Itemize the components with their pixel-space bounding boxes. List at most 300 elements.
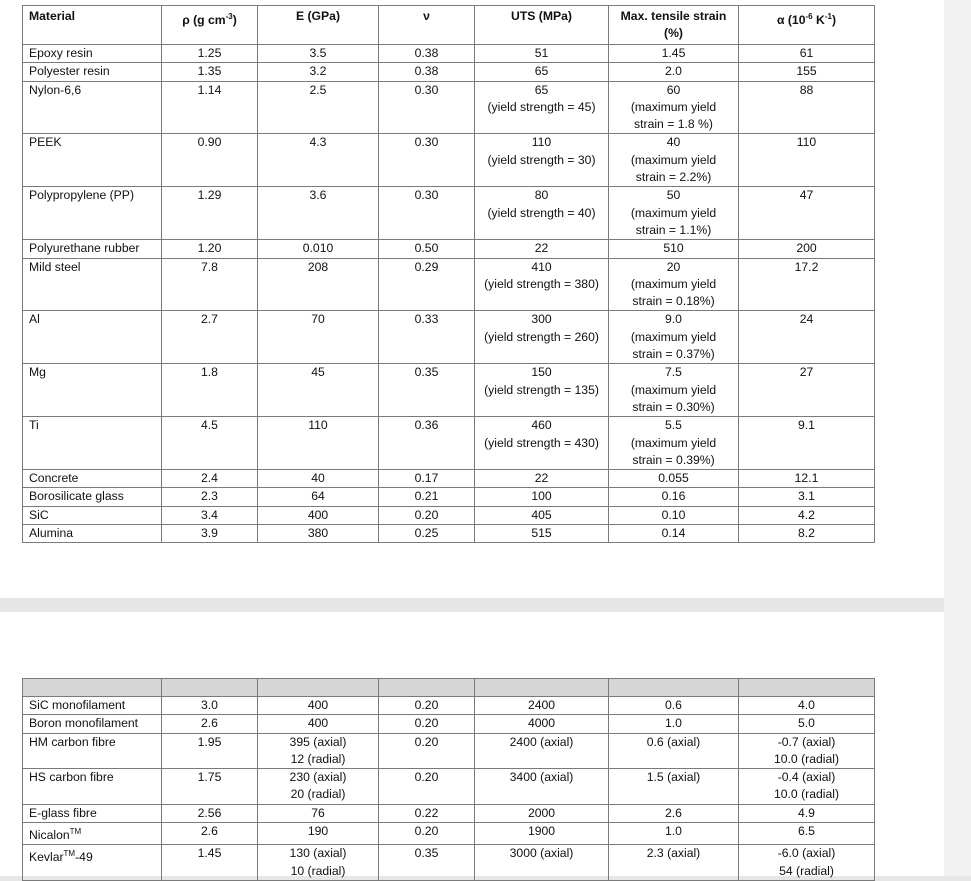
cell-uts-value: 3000 (axial)	[509, 846, 574, 861]
cell-strain	[609, 697, 739, 715]
cell-poisson-value: 0.30	[414, 188, 439, 203]
cell-material	[23, 311, 162, 364]
cell-modulus	[258, 804, 379, 822]
cell-alpha	[739, 488, 875, 506]
cell-poisson-value: 0.20	[414, 734, 439, 749]
cell-density-value: 1.45	[197, 846, 222, 861]
cell-uts-value: 100	[531, 489, 552, 504]
header-alpha: α ($10^{-6}$ $K^{-1}$)	[739, 6, 875, 45]
cell-modulus	[258, 258, 379, 311]
cell-modulus	[258, 187, 379, 240]
cell-uts-value: 4000	[527, 716, 556, 731]
material-name: Boron monofilament	[29, 716, 139, 731]
material-name: Polyurethane rubber	[29, 241, 140, 256]
cell-density-value: 1.25	[197, 46, 222, 60]
cell-material	[23, 845, 162, 881]
table-row	[23, 733, 875, 769]
materials-properties-table	[22, 5, 875, 543]
cell-modulus-note: 20 (radial)	[290, 787, 346, 802]
cell-alpha-value: 4.2	[798, 507, 815, 522]
cell-uts	[475, 697, 609, 715]
cell-alpha-value: -6.0 (axial)	[777, 846, 836, 861]
cell-poisson-value: 0.30	[414, 82, 439, 97]
trademark-sup: TM	[69, 827, 82, 837]
material-name: SiC monofilament	[29, 698, 126, 712]
cell-uts	[475, 470, 609, 488]
cell-modulus	[258, 525, 379, 543]
cell-density-value: 3.4	[201, 507, 218, 522]
header-bar-cell	[258, 679, 379, 697]
material-name: HS carbon fibre	[29, 770, 114, 785]
cell-modulus-value: 400	[307, 507, 329, 522]
cell-modulus-value: 3.6	[309, 188, 327, 203]
cell-strain-note: strain = 0.30%)	[632, 399, 715, 414]
cell-uts	[475, 45, 609, 63]
cell-density	[162, 364, 258, 417]
material-name: Mg	[29, 365, 46, 380]
cell-poisson	[379, 733, 475, 769]
cell-density-value: 2.4	[201, 471, 218, 486]
cell-strain-value: 40	[666, 135, 681, 150]
material-name: Polyester resin	[29, 64, 110, 79]
cell-poisson	[379, 134, 475, 187]
cell-alpha-value: 47	[799, 188, 814, 203]
material-name: Nylon-6,6	[29, 82, 82, 97]
cell-strain-note: (maximum yield	[630, 276, 717, 291]
cell-strain-value: 1.0	[665, 716, 682, 731]
cell-poisson-value: 0.20	[414, 716, 439, 731]
cell-modulus	[258, 715, 379, 733]
cell-alpha-value: 3.1	[798, 489, 815, 504]
table-row	[23, 258, 875, 311]
cell-density	[162, 506, 258, 524]
cell-material	[23, 63, 162, 81]
header-bar-cell	[23, 679, 162, 697]
cell-density	[162, 134, 258, 187]
cell-strain-value: 510	[663, 241, 684, 256]
cell-uts-note: (yield strength = 430)	[484, 435, 599, 450]
material-name: Epoxy resin	[29, 46, 93, 60]
cell-uts-value: 51	[534, 46, 549, 60]
cell-poisson-value: 0.20	[414, 698, 439, 712]
cell-material	[23, 506, 162, 524]
cell-material	[23, 697, 162, 715]
cell-modulus-value: 130 (axial)	[289, 846, 347, 861]
material-name: E-glass fibre	[29, 805, 97, 820]
header-density: ρ (g $cm^{-3}$)	[162, 6, 258, 45]
cell-strain-value: 9.0	[665, 312, 682, 327]
cell-density	[162, 470, 258, 488]
cell-uts-note: (yield strength = 40)	[487, 205, 596, 220]
header-bar-cell	[379, 679, 475, 697]
cell-uts	[475, 417, 609, 470]
cell-uts-value: 515	[531, 526, 552, 541]
cell-strain	[609, 525, 739, 543]
cell-material	[23, 733, 162, 769]
cell-density-value: 1.75	[197, 770, 222, 785]
table-row	[23, 417, 875, 470]
cell-modulus	[258, 134, 379, 187]
cell-alpha	[739, 417, 875, 470]
cell-poisson-value: 0.38	[414, 46, 439, 60]
cell-density	[162, 240, 258, 258]
table-row	[23, 45, 875, 63]
cell-material	[23, 45, 162, 63]
cell-uts	[475, 134, 609, 187]
cell-poisson	[379, 63, 475, 81]
cell-strain-note: strain = 1.1%)	[635, 222, 712, 237]
cell-strain-value: 2.3 (axial)	[646, 846, 701, 861]
material-name: Ti	[29, 418, 39, 433]
cell-density	[162, 769, 258, 805]
cell-strain-value: 0.6 (axial)	[646, 734, 701, 749]
cell-alpha-value: 200	[796, 241, 817, 256]
fibres-properties-table	[22, 678, 875, 881]
cell-strain	[609, 733, 739, 769]
cell-poisson	[379, 845, 475, 881]
cell-density-value: 3.9	[201, 526, 218, 541]
header-strain: Max. tensile strain (%)	[609, 6, 739, 45]
cell-uts-value: 3400 (axial)	[509, 770, 574, 785]
cell-strain-value: 1.5 (axial)	[646, 770, 701, 785]
cell-strain	[609, 311, 739, 364]
cell-modulus	[258, 45, 379, 63]
cell-strain-note: strain = 0.18%)	[632, 294, 715, 309]
cell-alpha	[739, 364, 875, 417]
cell-uts-value: 22	[534, 471, 549, 486]
cell-alpha-note: 10.0 (radial)	[773, 751, 840, 766]
cell-density	[162, 823, 258, 845]
cell-material	[23, 364, 162, 417]
table-row	[23, 187, 875, 240]
cell-uts-value: 1900	[527, 824, 556, 839]
cell-alpha	[739, 769, 875, 805]
cell-uts-value: 65	[534, 82, 549, 97]
cell-material	[23, 804, 162, 822]
cell-strain	[609, 488, 739, 506]
cell-alpha	[739, 470, 875, 488]
cell-uts-value: 405	[531, 507, 552, 522]
cell-strain-value: 0.6	[665, 698, 682, 712]
cell-alpha-note: 54 (radial)	[779, 863, 834, 878]
cell-density-value: 2.56	[197, 805, 222, 820]
cell-alpha-value: 9.1	[798, 418, 815, 433]
cell-strain	[609, 845, 739, 881]
cell-modulus	[258, 488, 379, 506]
cell-material	[23, 134, 162, 187]
viewer-background	[944, 0, 971, 876]
cell-alpha-value: 4.0	[798, 698, 815, 712]
cell-strain	[609, 506, 739, 524]
cell-uts	[475, 258, 609, 311]
cell-alpha	[739, 63, 875, 81]
cell-uts-value: 2400 (axial)	[509, 734, 574, 749]
cell-strain-note: (maximum yield	[630, 382, 717, 397]
cell-uts-value: 410	[531, 259, 552, 274]
header-bar-cell	[739, 679, 875, 697]
cell-modulus-value: 380	[307, 526, 329, 541]
cell-modulus-value: 40	[311, 471, 325, 486]
cell-modulus	[258, 364, 379, 417]
cell-modulus-value: 190	[307, 824, 329, 839]
cell-alpha-value: 17.2	[794, 259, 819, 274]
cell-alpha	[739, 804, 875, 822]
cell-strain	[609, 45, 739, 63]
cell-material	[23, 470, 162, 488]
header-poisson: ν	[379, 6, 475, 45]
cell-density	[162, 733, 258, 769]
cell-strain-note: (maximum yield	[630, 205, 717, 220]
cell-strain-value: 2.0	[665, 64, 682, 79]
cell-density-value: 1.95	[197, 734, 222, 749]
header-bar-cell	[609, 679, 739, 697]
cell-density-value: 0.90	[197, 135, 222, 150]
cell-strain	[609, 769, 739, 805]
cell-strain-value: 50	[666, 188, 681, 203]
header-modulus: E (GPa)	[258, 6, 379, 45]
cell-alpha	[739, 187, 875, 240]
table-row	[23, 823, 875, 845]
cell-modulus-value: 400	[307, 698, 329, 712]
cell-modulus	[258, 81, 379, 134]
cell-strain-note: (maximum yield	[630, 435, 717, 450]
material-name: Al	[29, 312, 40, 327]
cell-poisson-value: 0.38	[414, 64, 439, 79]
cell-poisson-value: 0.22	[414, 805, 439, 820]
cell-uts-value: 65	[534, 64, 549, 79]
cell-strain-value: 7.5	[665, 365, 682, 380]
material-name: PEEK	[29, 135, 62, 150]
cell-density-value: 4.5	[201, 418, 218, 433]
cell-alpha-value: 6.5	[798, 824, 815, 839]
cell-poisson	[379, 364, 475, 417]
cell-strain-note: (maximum yield	[630, 152, 717, 167]
cell-density	[162, 258, 258, 311]
cell-strain-note: strain = 1.8 %)	[634, 117, 713, 132]
cell-density-value: 2.6	[201, 824, 218, 839]
cell-poisson	[379, 488, 475, 506]
cell-poisson-value: 0.20	[414, 507, 439, 522]
header-uts: UTS (MPa)	[475, 6, 609, 45]
material-name: SiC	[29, 507, 49, 522]
cell-alpha-value: 61	[799, 46, 814, 60]
cell-poisson-value: 0.20	[414, 824, 439, 839]
cell-density-value: 3.0	[201, 698, 218, 712]
cell-poisson-value: 0.36	[414, 418, 439, 433]
table-row	[23, 81, 875, 134]
table-row	[23, 804, 875, 822]
material-name: Polypropylene (PP)	[29, 188, 134, 203]
cell-strain	[609, 258, 739, 311]
cell-poisson-value: 0.50	[414, 241, 439, 256]
cell-alpha	[739, 697, 875, 715]
cell-modulus	[258, 470, 379, 488]
cell-poisson	[379, 769, 475, 805]
cell-material	[23, 81, 162, 134]
material-name: Kevlar	[29, 850, 64, 865]
cell-strain-value: 0.14	[661, 526, 686, 541]
cell-material	[23, 715, 162, 733]
table-row	[23, 488, 875, 506]
cell-modulus-note: 10 (radial)	[290, 863, 346, 878]
cell-poisson	[379, 417, 475, 470]
cell-alpha	[739, 823, 875, 845]
cell-density-value: 1.29	[197, 188, 222, 203]
cell-modulus-value: 2.5	[309, 82, 327, 97]
cell-poisson	[379, 81, 475, 134]
material-name: Borosilicate glass	[29, 489, 124, 504]
cell-strain	[609, 823, 739, 845]
cell-uts	[475, 364, 609, 417]
cell-poisson-value: 0.21	[414, 489, 439, 504]
cell-uts	[475, 715, 609, 733]
cell-density	[162, 697, 258, 715]
cell-density	[162, 417, 258, 470]
cell-poisson	[379, 45, 475, 63]
cell-strain-value: 0.10	[661, 507, 686, 522]
cell-modulus	[258, 506, 379, 524]
cell-modulus-value: 400	[307, 716, 329, 731]
cell-uts-value: 80	[534, 188, 549, 203]
cell-uts-value: 110	[531, 135, 552, 150]
cell-material	[23, 258, 162, 311]
cell-strain-value: 60	[666, 82, 681, 97]
cell-density	[162, 845, 258, 881]
cell-modulus	[258, 240, 379, 258]
cell-alpha-value: -0.4 (axial)	[777, 770, 836, 785]
cell-modulus-value: 110	[308, 418, 328, 433]
cell-material	[23, 488, 162, 506]
cell-alpha	[739, 311, 875, 364]
cell-strain	[609, 470, 739, 488]
cell-alpha	[739, 240, 875, 258]
cell-poisson-value: 0.33	[414, 312, 439, 327]
cell-uts-value: 22	[534, 241, 549, 256]
table-header-row	[23, 6, 875, 45]
cell-uts-value: 2000	[527, 805, 556, 820]
cell-alpha	[739, 258, 875, 311]
cell-strain	[609, 715, 739, 733]
cell-density-value: 2.3	[201, 489, 218, 504]
cell-alpha-value: 155	[796, 64, 817, 79]
cell-modulus-value: 395 (axial)	[289, 734, 347, 749]
cell-strain-value: 5.5	[665, 418, 682, 433]
cell-modulus	[258, 733, 379, 769]
cell-density-value: 1.14	[197, 82, 222, 97]
cell-strain-note: strain = 0.37%)	[632, 347, 715, 362]
cell-alpha	[739, 506, 875, 524]
cell-strain-value: 1.45	[661, 46, 686, 60]
cell-alpha-value: 5.0	[798, 716, 815, 731]
cell-alpha-value: 27	[799, 365, 814, 380]
cell-poisson	[379, 823, 475, 845]
cell-uts	[475, 733, 609, 769]
cell-strain-value: 2.6	[665, 805, 682, 820]
cell-uts-note: (yield strength = 30)	[487, 152, 596, 167]
cell-density	[162, 804, 258, 822]
cell-alpha	[739, 715, 875, 733]
cell-modulus	[258, 769, 379, 805]
cell-strain	[609, 240, 739, 258]
cell-poisson	[379, 240, 475, 258]
cell-density	[162, 63, 258, 81]
cell-uts	[475, 488, 609, 506]
cell-density-value: 1.8	[201, 365, 218, 380]
table-row	[23, 715, 875, 733]
cell-alpha	[739, 525, 875, 543]
cell-uts	[475, 81, 609, 134]
cell-alpha-value: 88	[799, 82, 814, 97]
cell-uts-value: 2400	[527, 698, 556, 712]
table-row	[23, 240, 875, 258]
cell-uts-value: 300	[531, 312, 552, 327]
cell-uts	[475, 311, 609, 364]
cell-poisson	[379, 187, 475, 240]
cell-modulus-value: 4.3	[309, 135, 327, 150]
header-material: Material	[23, 6, 162, 45]
cell-poisson-value: 0.29	[414, 259, 439, 274]
cell-modulus	[258, 823, 379, 845]
cell-uts	[475, 804, 609, 822]
cell-density	[162, 45, 258, 63]
cell-strain-value: 0.055	[658, 471, 689, 486]
cell-strain	[609, 63, 739, 81]
cell-density-value: 2.7	[201, 312, 218, 327]
table-row	[23, 697, 875, 715]
cell-modulus-value: 70	[311, 312, 325, 327]
cell-uts	[475, 823, 609, 845]
cell-modulus-value: 64	[311, 489, 325, 504]
table-row	[23, 525, 875, 543]
table-row	[23, 845, 875, 881]
table-row	[23, 311, 875, 364]
table-row	[23, 364, 875, 417]
cell-modulus	[258, 311, 379, 364]
material-name: Concrete	[29, 471, 79, 486]
cell-strain-note: (maximum yield	[630, 99, 717, 114]
cell-strain-note: (maximum yield	[630, 329, 717, 344]
cell-material	[23, 240, 162, 258]
cell-material	[23, 769, 162, 805]
material-name: Mild steel	[29, 259, 81, 274]
cell-material	[23, 187, 162, 240]
cell-poisson	[379, 715, 475, 733]
cell-modulus	[258, 417, 379, 470]
cell-poisson	[379, 506, 475, 524]
cell-strain-note: strain = 0.39%)	[632, 452, 715, 467]
cell-alpha-value: 8.2	[798, 526, 815, 541]
cell-alpha	[739, 845, 875, 881]
cell-alpha-value: 12.1	[794, 471, 819, 486]
cell-material	[23, 417, 162, 470]
cell-density-value: 1.35	[197, 64, 222, 79]
cell-alpha	[739, 45, 875, 63]
table-row	[23, 134, 875, 187]
cell-strain-value: 20	[666, 259, 681, 274]
cell-strain	[609, 804, 739, 822]
cell-density	[162, 311, 258, 364]
table-row	[23, 769, 875, 805]
cell-material	[23, 823, 162, 845]
table-row	[23, 470, 875, 488]
cell-modulus-value: 230 (axial)	[289, 770, 347, 785]
cell-alpha-value: 4.9	[798, 805, 815, 820]
cell-poisson-value: 0.30	[414, 135, 439, 150]
cell-modulus-value: 45	[311, 365, 325, 380]
cell-uts-value: 460	[531, 418, 552, 433]
cell-alpha-value: 24	[799, 312, 814, 327]
cell-modulus-note: 12 (radial)	[290, 751, 346, 766]
